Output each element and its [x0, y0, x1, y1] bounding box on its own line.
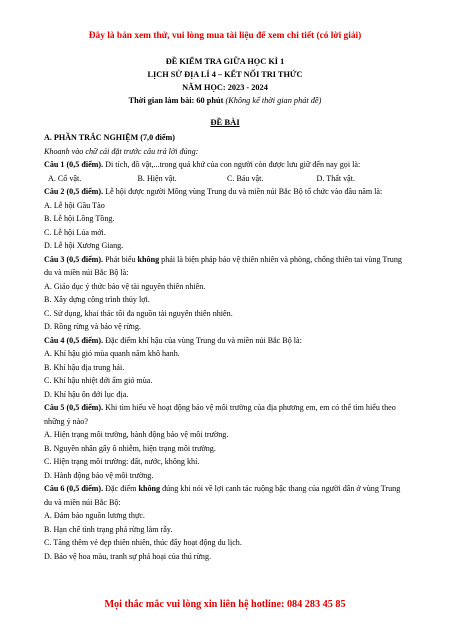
hotline-footer: Mọi thắc mắc vui lòng xin liên hệ hotline: 084 283 45 85 — [104, 599, 346, 610]
q5-text: Khi tìm hiểu về hoạt động bảo vệ môi trường của địa phương em, em có thể tìm hiểu theo những ý nào? — [44, 403, 396, 426]
q5-option-b: B. Nguyên nhân gây ô nhiễm, hiện trạng môi trường. — [44, 443, 216, 453]
question-2 — [44, 185, 406, 199]
q3-label: Câu 3 (0,5 điểm). — [44, 254, 104, 264]
q2-option-a: A. Lễ hội Gầu Tào — [44, 200, 105, 210]
q1-options — [44, 172, 406, 186]
question-1 — [44, 158, 406, 172]
q6-option-d: D. Bảo vệ hoa màu, tranh sự phá hoại của thú rừng. — [44, 551, 212, 561]
q6-option-a: A. Đảm bảo nguồn lương thực. — [44, 511, 145, 520]
q6-option-b: B. Hạn chế tình trạng phá rừng làm rẫy. — [44, 524, 173, 534]
instruction: Khoanh vào chữ cái đặt trước câu trả lời đúng: — [44, 146, 199, 156]
question-5 — [44, 401, 406, 428]
q3-option-c: C. Sử dụng, khai thác tối đa nguồn tài nguyên thiên nhiên. — [44, 308, 233, 318]
q2-option-c: C. Lễ hội Lúa mới. — [44, 227, 106, 237]
q1-option-c: C. Báu vật. — [227, 173, 264, 183]
q3-text-bold: không — [137, 254, 160, 264]
q4-text: Đặc điểm khí hậu của vùng Trung du và miền núi Bắc Bộ là: — [103, 335, 302, 345]
q4-option-c: C. Khí hậu nhiệt đới ẩm gió mùa. — [44, 376, 153, 385]
q1-option-a: A. Cổ vật. — [48, 173, 82, 183]
exam-subject: LỊCH SỬ ĐỊA LÍ 4 – KẾT NỐI TRI THỨC — [147, 70, 303, 79]
q6-text-bold: không — [138, 484, 161, 493]
q1-option-b: B. Hiện vật. — [137, 173, 177, 183]
q2-option-d: D. Lễ hội Xương Giang. — [44, 241, 124, 250]
q6-text-post: đúng khi nói về lợi canh tác ruộng bậc thang của người dân ở vùng Trung du và miền núi Bắc Bộ: — [44, 484, 401, 507]
question-6 — [44, 482, 406, 509]
school-year: NĂM HỌC: 2023 - 2024 — [182, 83, 268, 92]
q2-text: Lễ hội được người Mông vùng Trung du và miền núi Bắc Bộ tổ chức vào đầu năm là: — [103, 187, 383, 196]
q6-option-c: C. Tăng thêm vẻ đẹp thiên nhiên, thúc đẩy hoạt động du lịch. — [44, 538, 242, 547]
q3-option-b: B. Xây dựng công trình thủy lợi. — [44, 295, 150, 304]
q3-text-pre: Phát biểu — [103, 254, 138, 264]
de-bai-heading: ĐỀ BÀI — [210, 117, 240, 127]
q5-option-d: D. Hành động bảo vệ môi trường. — [44, 470, 154, 480]
exam-content — [44, 131, 406, 563]
preview-banner: Đây là bản xem thử, vui lòng mua tài liệu để xem chi tiết (có lời giải) — [88, 31, 362, 41]
document-header — [44, 55, 406, 107]
q1-option-d: D. Thất vật. — [316, 173, 356, 183]
q5-option-c: C. Hiện trạng môi trường: đất, nước, không khí. — [44, 457, 200, 466]
q4-label: Câu 4 (0,5 điểm). — [44, 335, 104, 345]
q3-text-post: phải là biện pháp bảo vệ thiên nhiên và phòng, chống thiên tai vùng Trung du và miền núi Bắc Bộ là: — [44, 254, 402, 277]
q2-label: Câu 2 (0,5 điểm). — [44, 187, 104, 196]
q5-label: Câu 5 (0,5 điểm). — [44, 403, 104, 412]
section-a-title: A. PHẦN TRẮC NGHIỆM (7,0 điểm) — [44, 133, 175, 142]
q5-option-a: A. Hiện trạng môi trường, hành động bảo vệ môi trường. — [44, 430, 229, 439]
q6-text-pre: Đặc điểm — [103, 484, 139, 493]
q1-label: Câu 1 (0,5 điểm). — [44, 160, 104, 169]
q4-option-d: D. Khí hậu ôn đới lục địa. — [44, 389, 129, 399]
question-4 — [44, 334, 406, 348]
exam-title: ĐỀ KIỂM TRA GIỮA HỌC KÌ 1 — [165, 57, 285, 66]
exam-time — [44, 94, 406, 107]
question-3 — [44, 253, 406, 280]
q4-option-b: B. Khí hậu địa trung hải. — [44, 362, 125, 372]
q3-option-d: D. Rồng rừng và bảo vệ rừng. — [44, 322, 141, 331]
exam-time-bold: Thời gian làm bài: 60 phút — [128, 96, 224, 105]
q2-option-b: B. Lễ hội Lồng Tồng. — [44, 214, 115, 223]
q1-text: Di tích, đồ vật,...trong quá khứ của con người còn được lưu giữ đến nay gọi là: — [103, 160, 361, 169]
exam-time-note: (Không kể thời gian phát đề) — [225, 96, 322, 105]
q3-option-a: A. Giáo dục ý thức bảo vệ tài nguyên thiên nhiên. — [44, 281, 206, 291]
q4-option-a: A. Khí hậu gió mùa quanh năm khô hanh. — [44, 349, 180, 358]
q6-label: Câu 6 (0,5 điểm). — [44, 484, 104, 493]
